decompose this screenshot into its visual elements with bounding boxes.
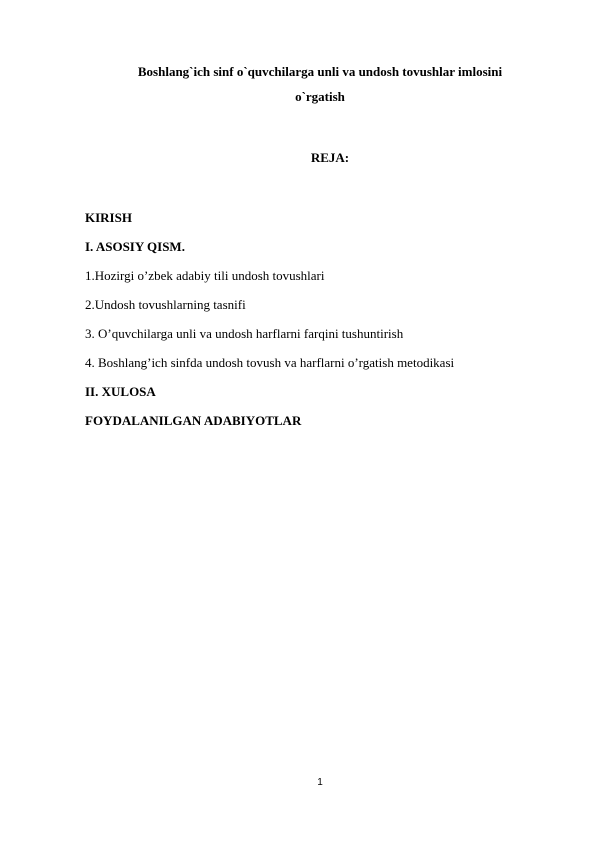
title-line-1: Boshlang`ich sinf o`quvchilarga unli va undosh tovushlar imlosini <box>137 64 503 79</box>
plan-heading: REJA: <box>310 150 350 165</box>
toc-item-kirish: KIRISH <box>85 210 132 225</box>
toc-item-xulosa: II. XULOSA <box>85 384 156 399</box>
toc-item-asosiy-qism: I. ASOSIY QISM. <box>85 239 185 254</box>
toc-item-1: 1.Hozirgi o’zbek adabiy tili undosh tovushlari <box>85 268 325 283</box>
table-of-contents <box>85 210 555 442</box>
toc-item-adabiyotlar: FOYDALANILGAN ADABIYOTLAR <box>85 413 302 428</box>
page-number: 1 <box>317 777 323 788</box>
title-line-2: o`rgatish <box>295 89 345 104</box>
toc-item-4: 4. Boshlang’ich sinfda undosh tovush va harflarni o’rgatish metodikasi <box>85 355 455 370</box>
toc-item-3: 3. O’quvchilarga unli va undosh harflarni farqini tushuntirish <box>85 326 404 341</box>
document-title <box>90 59 550 109</box>
toc-item-2: 2.Undosh tovushlarning tasnifi <box>85 297 246 312</box>
